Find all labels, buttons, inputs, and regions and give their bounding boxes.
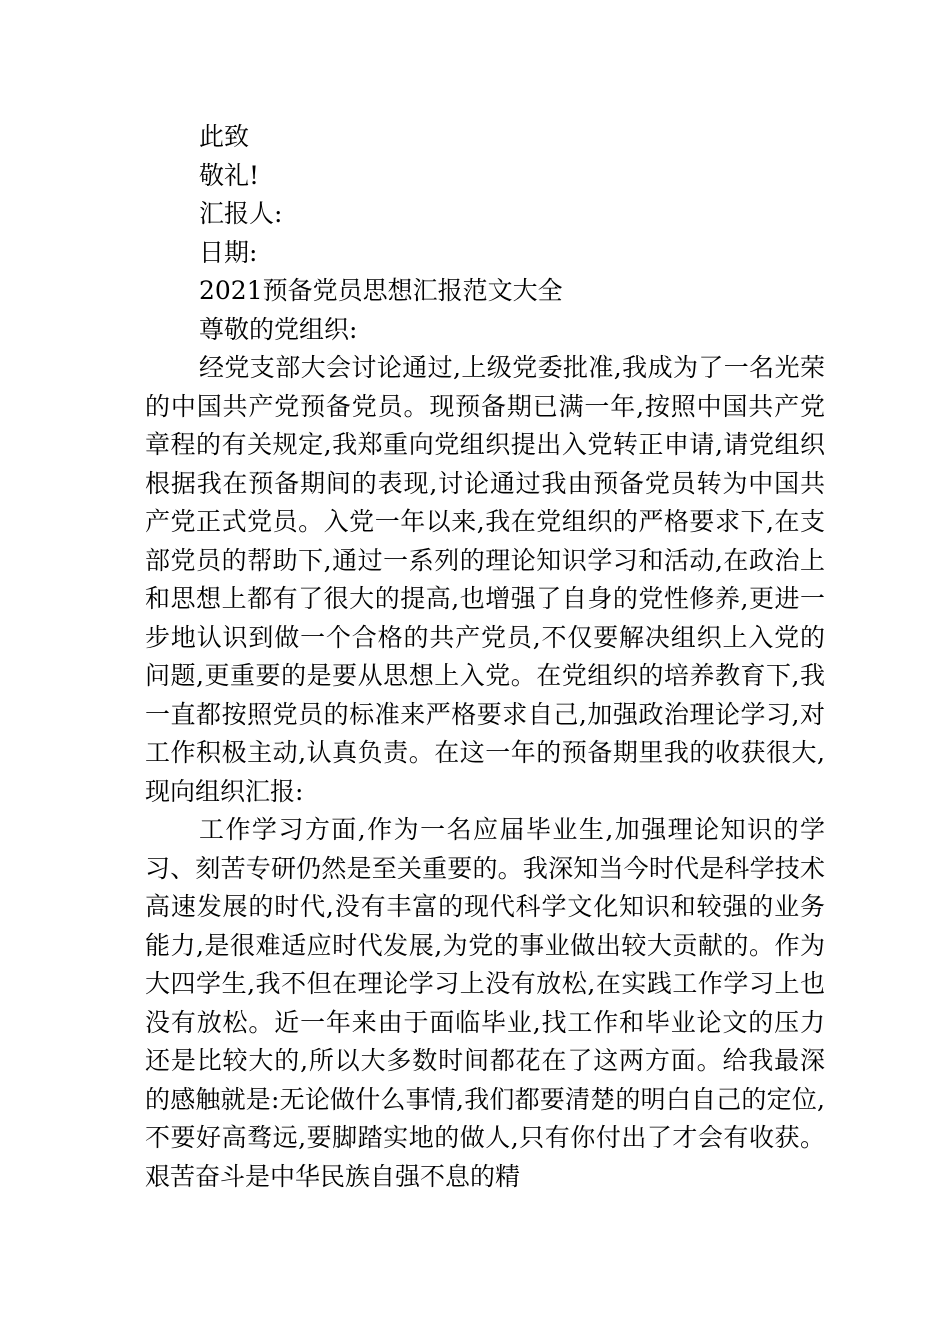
closing-salutation: 此致 (199, 122, 250, 151)
paragraph-2: 工作学习方面,作为一名应届毕业生,加强理论知识的学习、刻苦专研仍然是至关重要的。我深知当今时代是科学技术高速发展的时代,没有丰富的现代科学文化知识和较强的业务能力,是很难适应时代发展,为党的事业做出较大贡献的。作为大四学生,我不但在理论学习上没有放松,在实践工作学习上也没有放松。近一年来由于面临毕业,找工作和毕业论文的压力还是比较大的,所以大多数时间都花在了这两方面。给我最深的感触就是:无论做什么事情,我们都要清楚的明白自己的定位,不要好高骛远,要脚踏实地的做人,只有你付出了才会有收获。艰苦奋斗是中华民族自强不息的精 (145, 815, 825, 1191)
date-label: 日期: (199, 237, 258, 267)
article-greeting: 尊敬的党组织: (199, 314, 358, 344)
document-body (145, 118, 825, 1196)
closing-regards: 敬礼! (199, 160, 260, 190)
article-title: 2021预备党员思想汇报范文大全 (199, 276, 563, 305)
reporter-label: 汇报人: (199, 199, 283, 228)
paragraph-1: 经党支部大会讨论通过,上级党委批准,我成为了一名光荣的中国共产党预备党员。现预备期已满一年,按照中国共产党章程的有关规定,我郑重向党组织提出入党转正申请,请党组织根据我在预备期间的表现,讨论通过我由预备党员转为中国共产党正式党员。入党一年以来,我在党组织的严格要求下,在支部党员的帮助下,通过一系列的理论知识学习和活动,在政治上和思想上都有了很大的提高,也增强了自身的党性修养,更进一步地认识到做一个合格的共产党员,不仅要解决组织上入党的问题,更重要的是要从思想上入党。在党组织的培养教育下,我一直都按照党员的标准来严格要求自己,加强政治理论学习,对工作积极主动,认真负责。在这一年的预备期里我的收获很大,现向组织汇报: (145, 353, 825, 806)
